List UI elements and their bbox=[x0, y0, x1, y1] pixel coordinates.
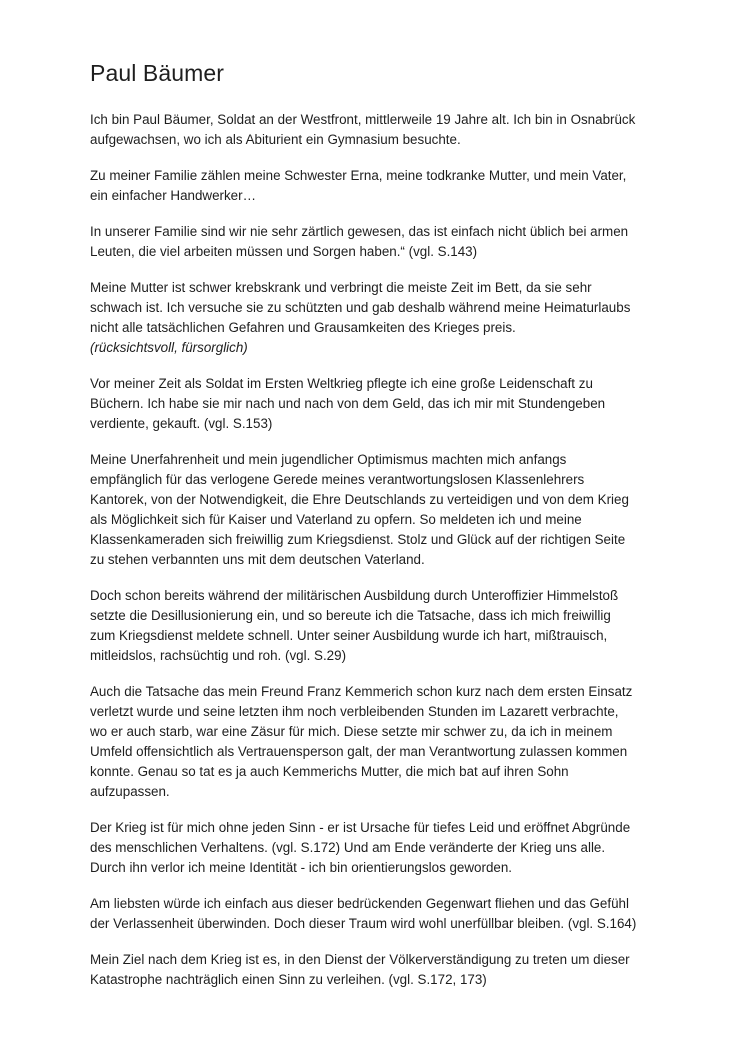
paragraph-2 bbox=[90, 166, 690, 206]
paragraph-11 bbox=[90, 950, 690, 990]
text-line: verletzt wurde und seine letzten ihm noch verbleibenden Stunden im Lazarett verbrachte, bbox=[90, 704, 619, 719]
text-line: ein einfacher Handwerker… bbox=[90, 188, 256, 203]
text-line: setzte die Desillusionierung ein, und so bereute ich die Tatsache, dass ich mich freiwillig bbox=[90, 608, 611, 623]
text-line: Katastrophe nachträglich einen Sinn zu verleihen. (vgl. S.172, 173) bbox=[90, 972, 487, 987]
text-line: Durch ihn verlor ich meine Identität - ich bin orientierungslos geworden. bbox=[90, 860, 513, 875]
text-line: Meine Unerfahrenheit und mein jugendlicher Optimismus machten mich anfangs bbox=[90, 452, 567, 467]
text-line: schwach ist. Ich versuche sie zu schützten und gab deshalb während meine Heimaturlaubs bbox=[90, 300, 631, 315]
text-line: Der Krieg ist für mich ohne jeden Sinn - er ist Ursache für tiefes Leid und eröffnet Abgründe bbox=[90, 820, 631, 835]
text-line: zum Kriegsdienst meldete schnell. Unter seiner Ausbildung wurde ich hart, mißtrauisch, bbox=[90, 628, 608, 643]
page-title: Paul Bäumer bbox=[90, 60, 225, 86]
text-line: Ich bin Paul Bäumer, Soldat an der Westfront, mittlerweile 19 Jahre alt. Ich bin in Osnabrück bbox=[90, 112, 636, 127]
paragraph-6 bbox=[90, 450, 690, 570]
character-traits-note: (rücksichtsvoll, fürsorglich) bbox=[90, 340, 248, 355]
text-line: wo er auch starb, war eine Zäsur für mich. Diese setzte mir schwer zu, da ich in meinem bbox=[90, 724, 613, 739]
text-line: Doch schon bereits während der militärischen Ausbildung durch Unteroffizier Himmelstoß bbox=[90, 588, 619, 603]
text-line: Umfeld offensichtlich als Vertrauensperson galt, der man Verantwortung zulassen kommen bbox=[90, 744, 628, 759]
paragraph-9 bbox=[90, 818, 690, 878]
paragraph-4 bbox=[90, 278, 690, 358]
text-line: aufzupassen. bbox=[90, 784, 170, 799]
text-line: Mein Ziel nach dem Krieg ist es, in den Dienst der Völkerverständigung zu treten um dieser bbox=[90, 952, 630, 967]
text-line: mitleidslos, rachsüchtig und roh. (vgl. S.29) bbox=[90, 648, 347, 663]
text-line: als Möglichkeit sich für Kaiser und Vaterland zu opfern. So meldeten ich und meine bbox=[90, 512, 582, 527]
paragraph-3 bbox=[90, 222, 690, 262]
text-line: Büchern. Ich habe sie mir nach und nach von dem Geld, das ich mir mit Stundengeben bbox=[90, 396, 606, 411]
text-line: Meine Mutter ist schwer krebskrank und verbringt die meiste Zeit im Bett, da sie sehr bbox=[90, 280, 592, 295]
text-line: Kantorek, von der Notwendigkeit, die Ehre Deutschlands zu verteidigen und von dem Krieg bbox=[90, 492, 629, 507]
paragraph-5 bbox=[90, 374, 690, 434]
text-line: Zu meiner Familie zählen meine Schwester Erna, meine todkranke Mutter, und mein Vater, bbox=[90, 168, 627, 183]
text-line: Am liebsten würde ich einfach aus dieser bedrückenden Gegenwart fliehen und das Gefühl bbox=[90, 896, 629, 911]
paragraph-7 bbox=[90, 586, 690, 666]
text-line: Klassenkameraden sich freiwillig zum Kriegsdienst. Stolz und Glück auf der richtigen Seite bbox=[90, 532, 626, 547]
paragraph-8 bbox=[90, 682, 690, 802]
text-line: verdiente, gekauft. (vgl. S.153) bbox=[90, 416, 273, 431]
text-line: der Verlassenheit überwinden. Doch dieser Traum wird wohl unerfüllbar bleiben. (vgl. S.164) bbox=[90, 916, 637, 931]
text-line: aufgewachsen, wo ich als Abiturient ein Gymnasium besuchte. bbox=[90, 132, 461, 147]
text-line: des menschlichen Verhaltens. (vgl. S.172) Und am Ende veränderte der Krieg uns alle. bbox=[90, 840, 606, 855]
text-line: Auch die Tatsache das mein Freund Franz Kemmerich schon kurz nach dem ersten Einsatz bbox=[90, 684, 633, 699]
paragraph-10 bbox=[90, 894, 690, 934]
text-line: Vor meiner Zeit als Soldat im Ersten Weltkrieg pflegte ich eine große Leidenschaft zu bbox=[90, 376, 593, 391]
text-line: Leuten, die viel arbeiten müssen und Sorgen haben.“ (vgl. S.143) bbox=[90, 244, 478, 259]
text-line: konnte. Genau so tat es ja auch Kemmerichs Mutter, die mich bat auf ihren Sohn bbox=[90, 764, 569, 779]
paragraph-1 bbox=[90, 110, 690, 150]
text-line: zu stehen verbannten uns mit dem deutschen Vaterland. bbox=[90, 552, 425, 567]
text-line: nicht alle tatsächlichen Gefahren und Grausamkeiten des Krieges preis. bbox=[90, 320, 516, 335]
text-line: empfänglich für das verlogene Gerede meines verantwortungslosen Klassenlehrers bbox=[90, 472, 585, 487]
text-line: In unserer Familie sind wir nie sehr zärtlich gewesen, das ist einfach nicht üblich bei armen bbox=[90, 224, 629, 239]
